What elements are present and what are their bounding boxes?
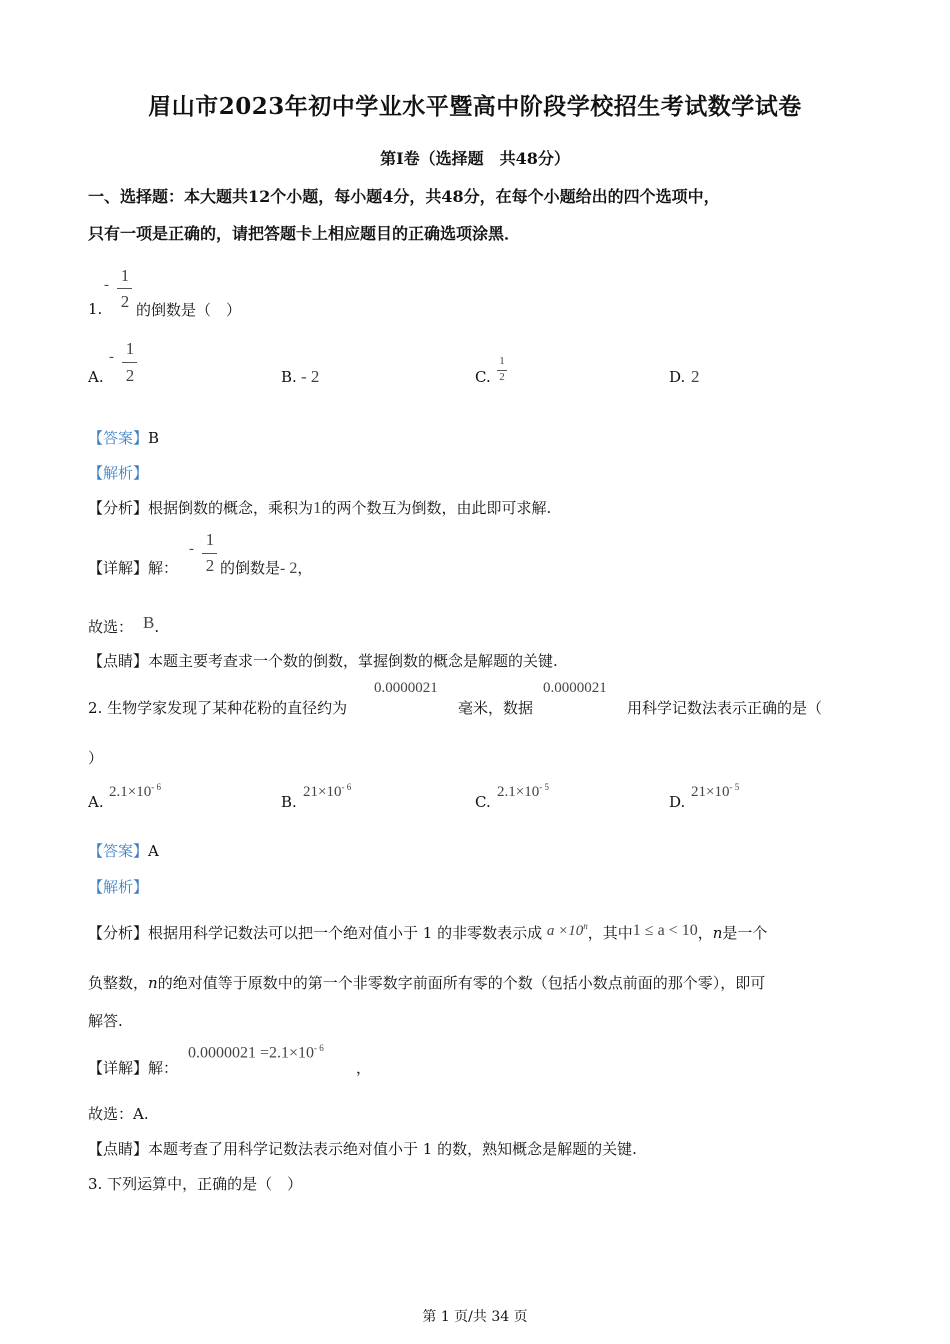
q2-option-b-value bbox=[303, 782, 351, 801]
q1-detail-numerator: 1 bbox=[205, 530, 215, 549]
q1-dianjing-text: 本题主要考查求一个数的倒数，掌握倒数的概念是解题的关键. bbox=[148, 652, 558, 670]
dianjing-tag: 【点睛】 bbox=[88, 1140, 149, 1158]
q1-option-c-denominator: 2 bbox=[499, 371, 505, 383]
q1-detail-minus: - bbox=[189, 541, 194, 557]
q2-stem-number-1: 0.0000021 bbox=[374, 680, 438, 696]
q1-choose-prefix: 故选： bbox=[88, 618, 134, 636]
detail-tag: 【详解】 bbox=[88, 1059, 149, 1077]
q2-option-d-label: D. bbox=[669, 793, 686, 811]
q1-number: 1. bbox=[88, 300, 103, 318]
q2-option-d-value bbox=[691, 782, 739, 801]
answer-tag: 【答案】 bbox=[88, 429, 149, 447]
q3-stem: 3. 下列运算中，正确的是（ ） bbox=[88, 1175, 303, 1193]
q2-option-c-value bbox=[497, 782, 549, 801]
q1-option-b-value: - 2 bbox=[301, 367, 320, 386]
q1-answer-value: B bbox=[148, 429, 160, 447]
q2-option-a-base: 2.1×10 bbox=[109, 784, 152, 800]
q1-fenxi-text-a: 根据倒数的概念，乘积为 bbox=[148, 499, 314, 517]
q1-choose-line bbox=[88, 613, 160, 637]
q2-fenxi-line1 bbox=[88, 922, 767, 943]
q2-option-a-exponent: - 6 bbox=[151, 782, 161, 792]
q2-fenxi-line2-n: n bbox=[148, 974, 158, 992]
q2-option-c-exponent: - 5 bbox=[539, 782, 549, 792]
q2-analysis-tag: 【解析】 bbox=[88, 878, 149, 896]
q1-fenxi-line bbox=[88, 497, 551, 518]
q1-fraction-bar bbox=[117, 288, 132, 289]
q2-fenxi-inequality: 1 ≤ a < 10 bbox=[632, 922, 698, 939]
q2-option-b-label: B. bbox=[281, 793, 297, 811]
q1-option-a-minus: - bbox=[109, 349, 114, 365]
q1-choose-value: B bbox=[143, 613, 155, 632]
q1-option-b-label: B. bbox=[281, 368, 297, 386]
q2-answer-value: A bbox=[148, 842, 159, 860]
q1-fenxi-text-b: 的两个数互为倒数，由此即可求解. bbox=[321, 499, 552, 517]
q2-option-b-exponent: - 6 bbox=[341, 782, 352, 792]
q1-analysis-tag: 【解析】 bbox=[88, 464, 149, 482]
section-instructions-line1: 一、选择题：本大题共12个小题，每小题4分，共48分，在每个小题给出的四个选项中， bbox=[88, 187, 720, 206]
fenxi-tag: 【分析】 bbox=[88, 499, 149, 517]
q1-option-a-label: A. bbox=[88, 368, 104, 386]
q2-detail-equation-exp: - 6 bbox=[314, 1043, 324, 1053]
q2-detail-line bbox=[88, 1057, 178, 1078]
q2-option-c-base: 2.1×10 bbox=[497, 784, 540, 800]
q2-fenxi-text-a: 根据用科学记数法可以把一个绝对值小于 1 的非零数表示成 bbox=[148, 924, 543, 942]
q2-option-c-label: C. bbox=[475, 793, 491, 811]
dianjing-tag: 【点睛】 bbox=[88, 652, 149, 670]
q2-dianjing-line bbox=[88, 1138, 637, 1159]
q1-option-c-label: C. bbox=[475, 368, 491, 386]
q2-choose-line: 故选：A. bbox=[88, 1105, 149, 1123]
q1-detail-prefix: 解： bbox=[148, 559, 179, 577]
q1-fraction-numerator: 1 bbox=[120, 266, 130, 285]
q1-option-a-numerator: 1 bbox=[125, 339, 135, 358]
q2-fenxi-n: n bbox=[712, 924, 723, 942]
q2-fenxi-text-b: ，其中 bbox=[587, 924, 633, 942]
answer-tag: 【答案】 bbox=[88, 842, 149, 860]
q1-detail-bar bbox=[202, 553, 217, 554]
q1-detail-rest bbox=[220, 557, 312, 578]
q2-fenxi-formula-base: a ×10 bbox=[546, 923, 584, 939]
q1-option-d-value: 2 bbox=[691, 367, 700, 386]
q2-fenxi-formula-exp: n bbox=[583, 921, 588, 931]
q1-fraction-denominator: 2 bbox=[120, 292, 130, 311]
page-footer: 第 1 页/共 34 页 bbox=[422, 1309, 528, 1325]
q1-detail-line bbox=[88, 557, 178, 578]
q2-fenxi-text-d: 是一个 bbox=[722, 924, 768, 942]
section-instructions-line2: 只有一项是正确的，请把答题卡上相应题目的正确选项涂黑． bbox=[88, 224, 521, 243]
q2-option-b-base: 21×10 bbox=[303, 784, 342, 800]
q1-answer-line bbox=[88, 427, 159, 448]
q2-option-d-base: 21×10 bbox=[691, 784, 730, 800]
q1-detail-end: ， bbox=[297, 559, 313, 577]
q2-fenxi-line2 bbox=[88, 972, 765, 993]
q1-stem: 的倒数是（ ） bbox=[136, 301, 242, 319]
q2-fenxi-line2-b: 的绝对值等于原数中的第一个非零数字前面所有零的个数（包括小数点前面的那个零），即可 bbox=[157, 974, 766, 992]
page-title: 眉山市2023年初中学业水平暨高中阶段学校招生考试数学试卷 bbox=[148, 93, 802, 120]
q1-fenxi-one: 1 bbox=[313, 498, 322, 517]
q2-option-d-exponent: - 5 bbox=[729, 782, 740, 792]
q1-detail-value: - 2 bbox=[280, 560, 298, 577]
q2-fenxi-line3: 解答. bbox=[88, 1012, 123, 1030]
q2-detail-end: ， bbox=[356, 1059, 372, 1077]
q1-option-a-denominator: 2 bbox=[125, 366, 135, 385]
q1-detail-denominator: 2 bbox=[205, 556, 215, 575]
detail-tag: 【详解】 bbox=[88, 559, 149, 577]
q2-fenxi-text-c: ， bbox=[697, 924, 713, 942]
q2-stem-number-2: 0.0000021 bbox=[543, 680, 607, 696]
q2-answer-line bbox=[88, 840, 159, 861]
q1-option-c-numerator: 1 bbox=[499, 355, 505, 367]
q1-choose-end: . bbox=[154, 618, 160, 636]
q2-option-a-value bbox=[109, 782, 161, 801]
q2-dianjing-text: 本题考查了用科学记数法表示绝对值小于 1 的数，熟知概念是解题的关键. bbox=[148, 1140, 637, 1158]
q2-detail-equation bbox=[188, 1043, 324, 1062]
q2-stem-c: 用科学记数法表示正确的是（ bbox=[627, 699, 823, 717]
q2-stem-b: 毫米，数据 bbox=[458, 699, 534, 717]
section-subtitle: 第I卷（选择题 共48分） bbox=[380, 149, 570, 168]
q1-dianjing-line bbox=[88, 650, 558, 671]
q2-fenxi-line2-a: 负整数， bbox=[88, 974, 149, 992]
fenxi-tag: 【分析】 bbox=[88, 924, 149, 942]
q1-option-a-bar bbox=[122, 362, 137, 363]
q2-fenxi-formula bbox=[547, 923, 588, 939]
q2-stem-d: ） bbox=[88, 749, 104, 767]
q1-option-d-label: D. bbox=[669, 368, 686, 386]
q2-stem-a: 2. 生物学家发现了某种花粉的直径约为 bbox=[88, 699, 348, 717]
q1-detail-mid: 的倒数是 bbox=[220, 559, 281, 577]
q2-option-a-label: A. bbox=[88, 793, 104, 811]
q1-minus-sign: - bbox=[104, 277, 109, 293]
q2-detail-equation-base: 0.0000021 =2.1×10 bbox=[188, 1044, 315, 1062]
q2-detail-prefix: 解： bbox=[148, 1059, 179, 1077]
